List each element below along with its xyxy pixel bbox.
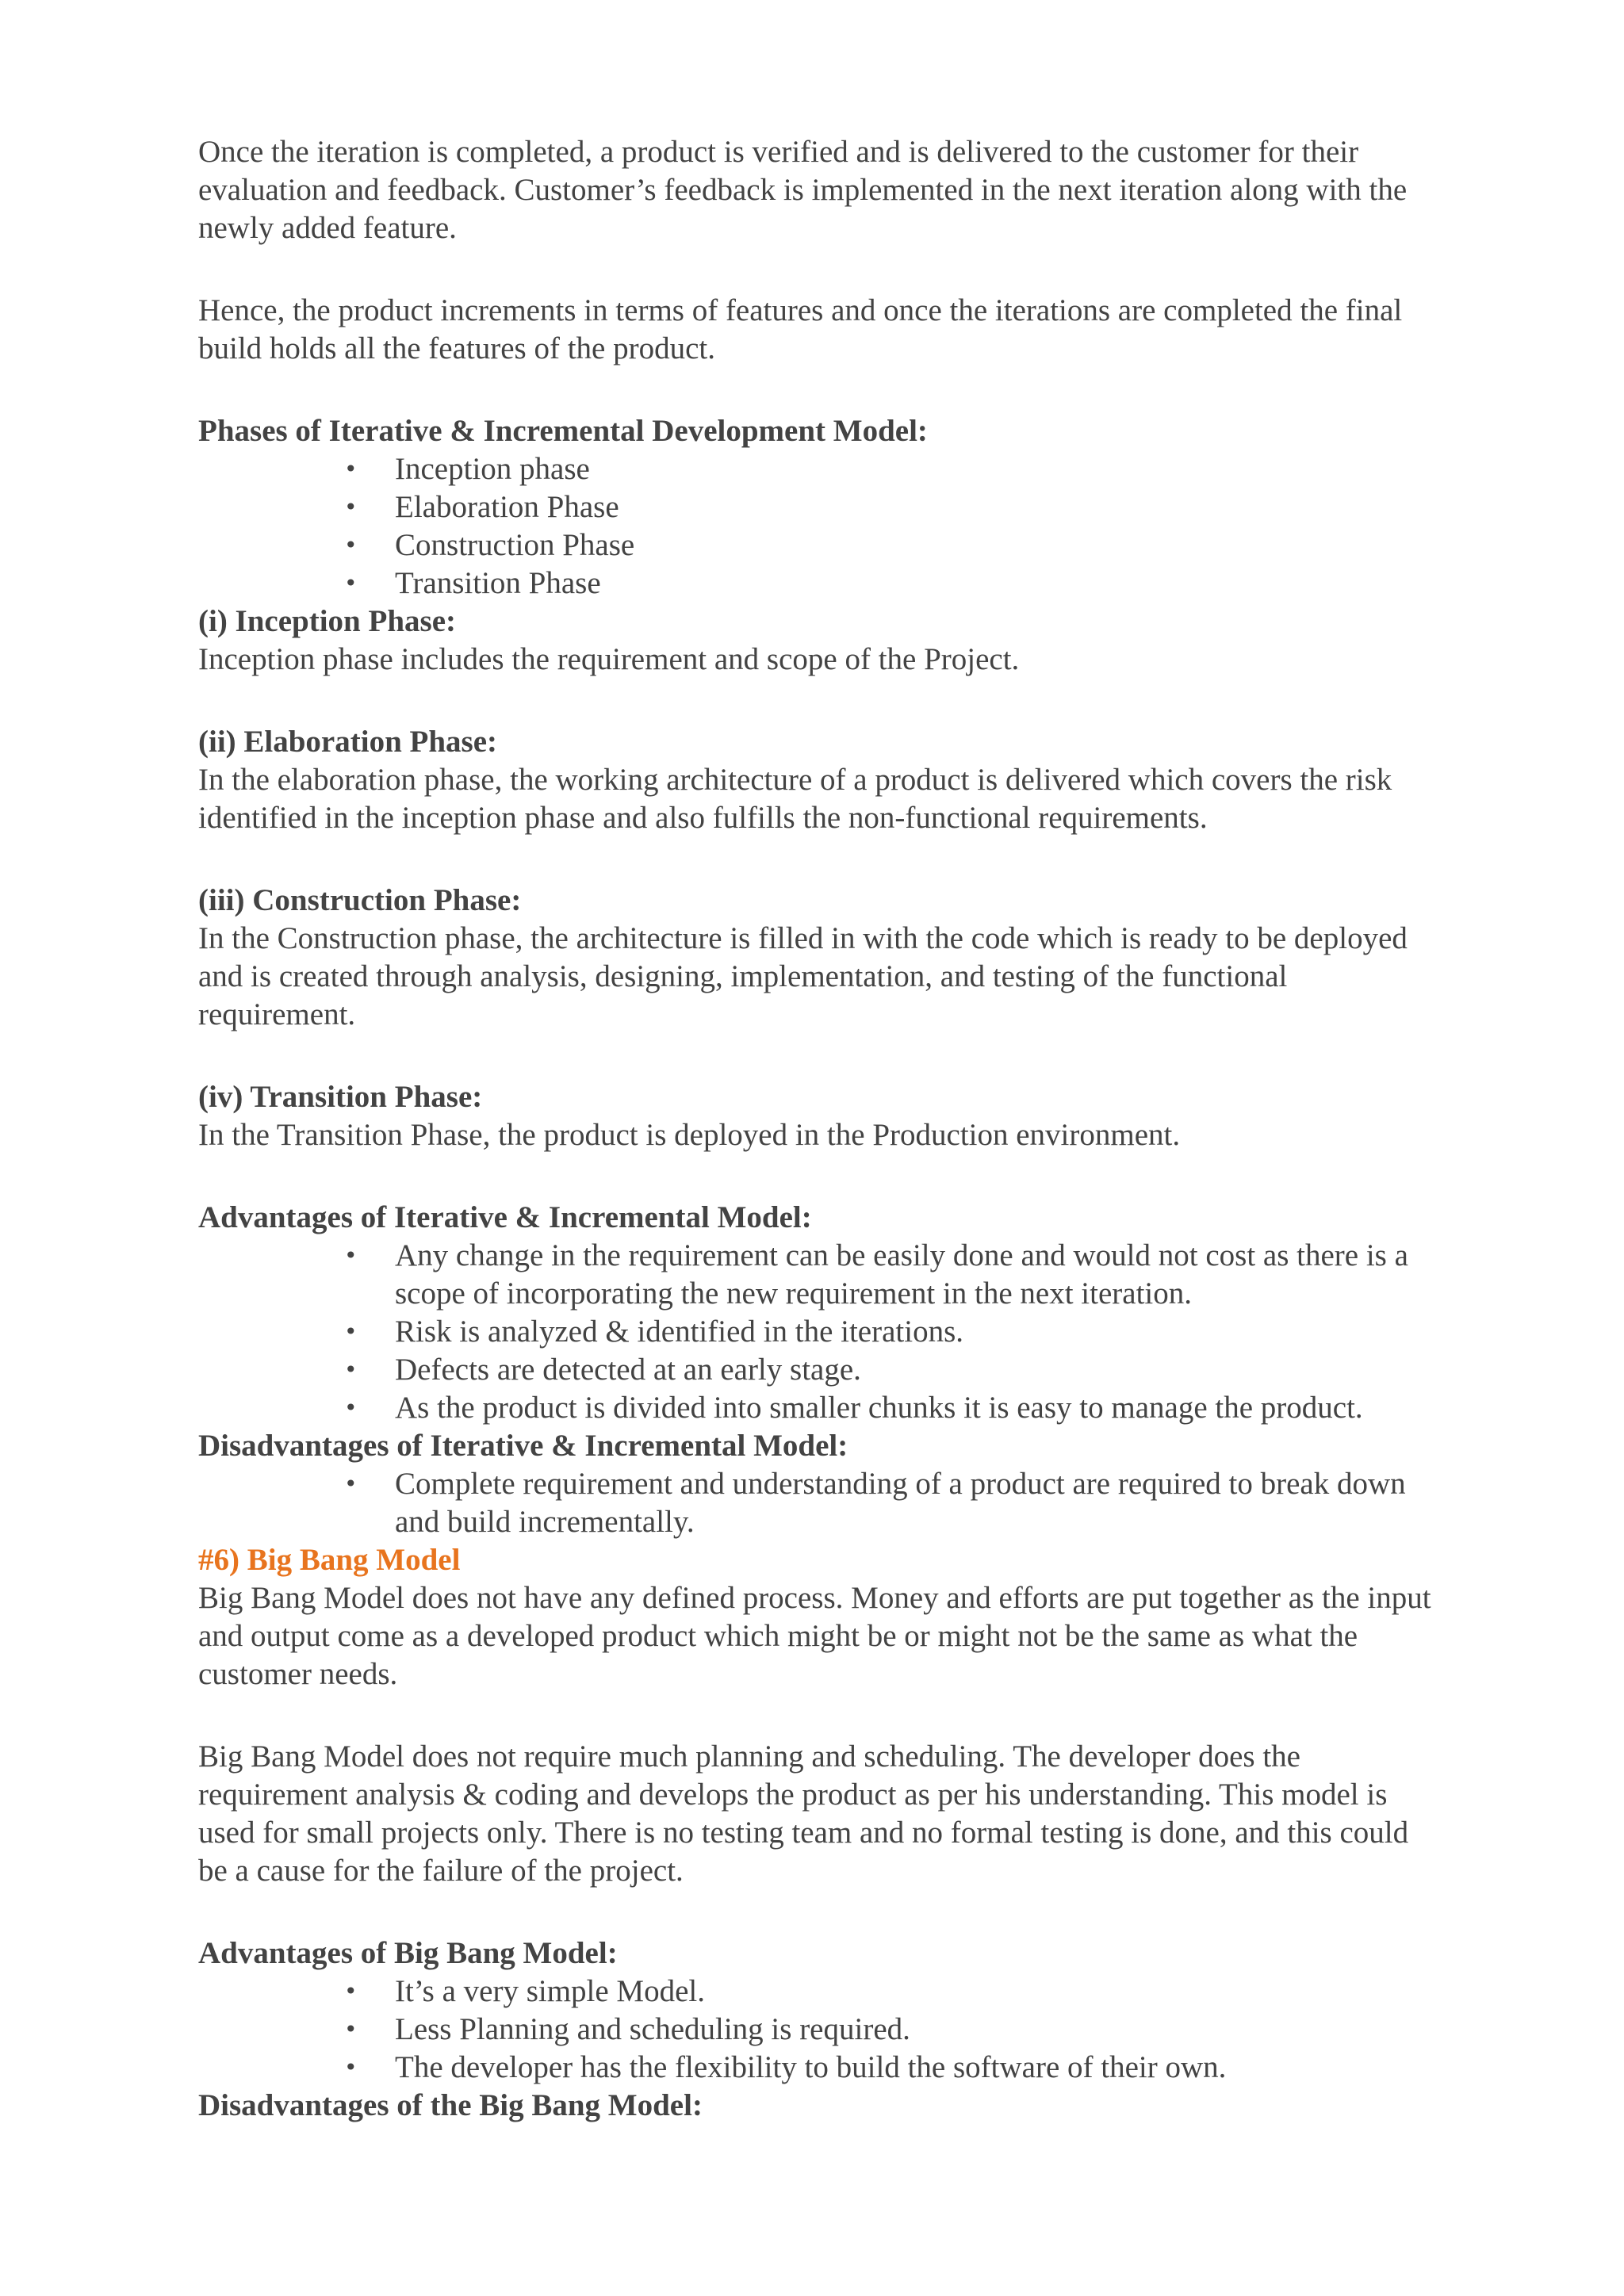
transition-text: In the Transition Phase, the product is deployed in the Production environment. [198,1118,1181,1152]
advantages-big-bang-list [198,1973,1435,2087]
advantages-big-bang-heading: Advantages of Big Bang Model: [198,1936,618,1970]
intro-paragraph-1: Once the iteration is completed, a product is verified and is delivered to the customer for their evaluation and feedback. Customer’s feedback is implemented in the next iteration along with the newly added feature. [198,135,1408,245]
list-item: • Transition Phase [198,564,1435,603]
advantages-iterative-heading: Advantages of Iterative & Incremental Model: [198,1200,812,1234]
list-item: • Less Planning and scheduling is required. [198,2011,1435,2049]
advantages-iterative-list [198,1237,1435,1427]
phases-list [198,450,1435,603]
list-item: • Elaboration Phase [198,488,1435,526]
inception-text: Inception phase includes the requirement and scope of the Project. [198,642,1020,676]
construction-heading: (iii) Construction Phase: [198,883,522,917]
big-bang-heading: #6) Big Bang Model [198,1543,461,1577]
document-page [198,133,1435,2125]
inception-heading: (i) Inception Phase: [198,604,456,638]
list-item: • Any change in the requirement can be easily done and would not cost as there is a scope of incorporating the new requirement in the next iteration. [198,1237,1435,1313]
elaboration-text: In the elaboration phase, the working architecture of a product is delivered which covers the risk identified in the inception phase and also fulfills the non-functional requirements. [198,763,1392,835]
phases-heading: Phases of Iterative & Incremental Development Model: [198,414,928,448]
big-bang-paragraph-2: Big Bang Model does not require much planning and scheduling. The developer does the requirement analysis & coding and develops the product as per his understanding. This model is used for small projects only. There is no testing team and no formal testing is done, and this could be a cause for the failure of the project. [198,1739,1409,1888]
transition-heading: (iv) Transition Phase: [198,1080,483,1114]
big-bang-paragraph-1: Big Bang Model does not have any defined process. Money and efforts are put together as the input and output come as a developed product which might be or might not be the same as what the customer needs. [198,1581,1431,1691]
list-item: • It’s a very simple Model. [198,1973,1435,2011]
list-item: • Defects are detected at an early stage. [198,1351,1435,1389]
list-item: • As the product is divided into smaller chunks it is easy to manage the product. [198,1389,1435,1427]
list-item: • The developer has the flexibility to build the software of their own. [198,2049,1435,2087]
list-item: • Inception phase [198,450,1435,488]
intro-paragraph-2: Hence, the product increments in terms of features and once the iterations are completed the final build holds all the features of the product. [198,293,1403,365]
disadvantages-big-bang-heading: Disadvantages of the Big Bang Model: [198,2088,703,2122]
disadvantages-iterative-list [198,1465,1435,1541]
disadvantages-iterative-heading: Disadvantages of Iterative & Incremental Model: [198,1429,848,1463]
construction-text: In the Construction phase, the architecture is filled in with the code which is ready to be deployed and is created through analysis, designing, implementation, and testing of the functional requirement. [198,921,1408,1031]
list-item: • Complete requirement and understanding of a product are required to break down and build incrementally. [198,1465,1435,1541]
list-item: • Risk is analyzed & identified in the iterations. [198,1313,1435,1351]
elaboration-heading: (ii) Elaboration Phase: [198,725,497,759]
list-item: • Construction Phase [198,526,1435,564]
